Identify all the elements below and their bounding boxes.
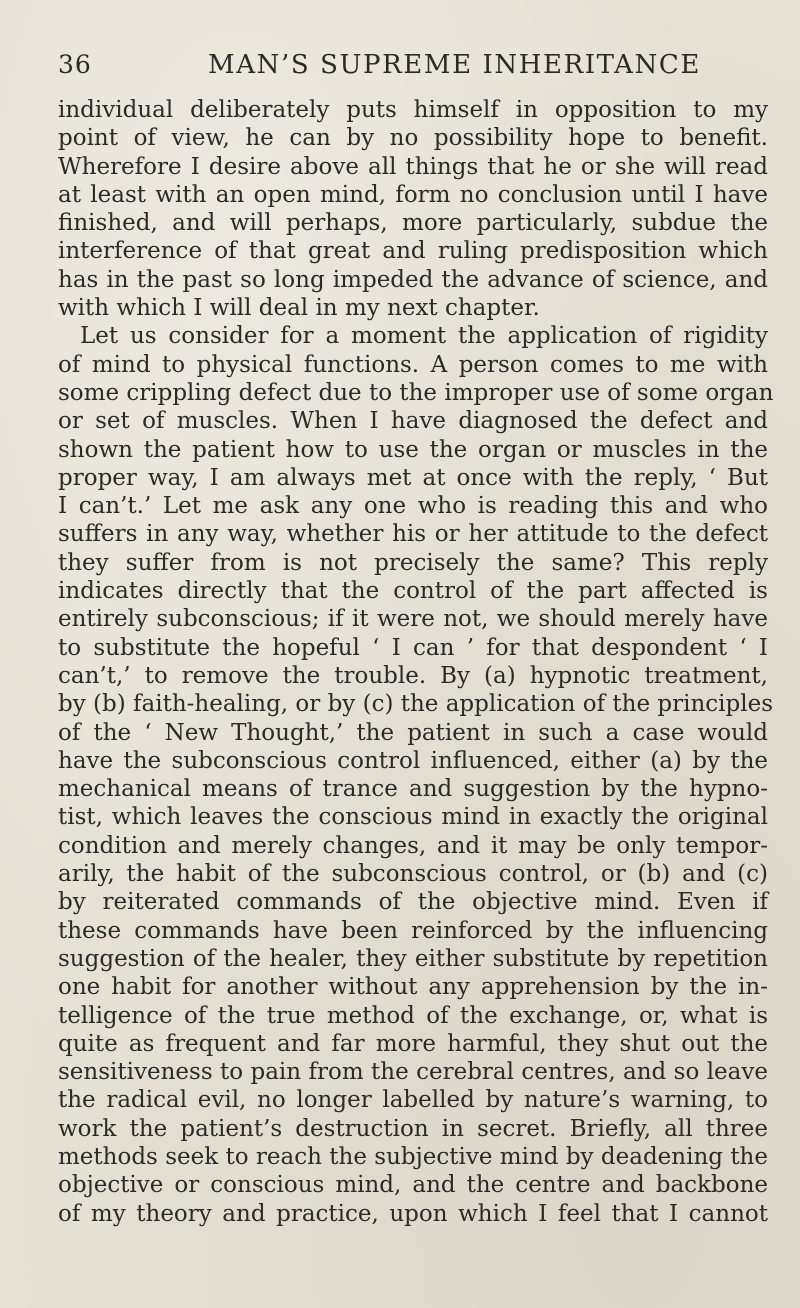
text-line: can’t,’ to remove the trouble. By (a) hypnotic treatment, xyxy=(58,662,768,689)
text-line: objective or conscious mind, and the centre and backbone xyxy=(58,1172,768,1199)
text-line: point of view, he can by no possibility hope to benefit. xyxy=(58,125,768,152)
text-line: shown the patient how to use the organ or muscles in the xyxy=(58,436,768,463)
text-line: tist, which leaves the conscious mind in exactly the original xyxy=(58,804,768,831)
text-line: interference of that great and ruling predisposition which xyxy=(58,238,768,265)
text-line: suffers in any way, whether his or her attitude to the defect xyxy=(58,521,768,548)
text-line: the radical evil, no longer labelled by nature’s warning, to xyxy=(58,1087,768,1114)
text-line: finished, and will perhaps, more particularly, subdue the xyxy=(58,210,768,237)
text-line: by reiterated commands of the objective mind. Even if xyxy=(58,889,768,916)
text-line: or set of muscles. When I have diagnosed the defect and xyxy=(58,408,768,435)
text-line: sensitiveness to pain from the cerebral centres, and so leave xyxy=(58,1059,768,1086)
text-line: entirely subconscious; if it were not, we should merely have xyxy=(58,606,768,633)
text-line: at least with an open mind, form no conclusion until I have xyxy=(58,181,768,208)
text-line: suggestion of the healer, they either substitute by repetition xyxy=(58,945,768,972)
text-line: these commands have been reinforced by the influencing xyxy=(58,917,768,944)
text-line: of my theory and practice, upon which I feel that I cannot xyxy=(58,1200,768,1227)
text-line: with which I will deal in my next chapter. xyxy=(58,295,540,322)
page-number: 36 xyxy=(58,50,92,79)
text-line: arily, the habit of the subconscious control, or (b) and (c) xyxy=(58,861,768,888)
text-line: telligence of the true method of the exchange, or, what is xyxy=(58,1002,768,1029)
text-line: mechanical means of trance and suggestion by the hypno- xyxy=(58,776,768,803)
text-line: have the subconscious control influenced, either (a) by the xyxy=(58,747,768,774)
text-line: by (b) faith-healing, or by (c) the application of the principles xyxy=(58,691,774,718)
body-text xyxy=(58,96,774,1228)
text-line: quite as frequent and far more harmful, they shut out the xyxy=(58,1030,768,1057)
text-line: methods seek to reach the subjective mind by deadening the xyxy=(58,1143,768,1170)
text-line: of mind to physical functions. A person comes to me with xyxy=(58,351,768,378)
text-line: to substitute the hopeful ‘ I can ’ for that despondent ‘ I xyxy=(58,634,768,661)
text-line: individual deliberately puts himself in opposition to my xyxy=(58,97,768,123)
text-line: one habit for another without any apprehension by the in- xyxy=(58,974,768,1001)
running-title: MAN’S SUPREME INHERITANCE xyxy=(208,50,701,80)
running-head xyxy=(58,50,758,90)
text-line: Wherefore I desire above all things that he or she will read xyxy=(58,153,768,180)
text-line: they suffer from is not precisely the same? This reply xyxy=(58,549,768,576)
text-line: I can’t.’ Let me ask any one who is reading this and who xyxy=(58,493,768,520)
text-line: work the patient’s destruction in secret. Briefly, all three xyxy=(58,1115,768,1142)
text-line: of the ‘ New Thought,’ the patient in such a case would xyxy=(58,719,768,746)
text-line: condition and merely changes, and it may be only tempor- xyxy=(58,832,768,859)
text-line: indicates directly that the control of the part affected is xyxy=(58,578,768,605)
text-line: has in the past so long impeded the advance of science, and xyxy=(58,266,768,293)
text-line: some crippling defect due to the improper use of some organ xyxy=(58,379,774,406)
text-line: proper way, I am always met at once with the reply, ‘ But xyxy=(58,464,768,491)
text-line: Let us consider for a moment the application of rigidity xyxy=(80,323,768,350)
